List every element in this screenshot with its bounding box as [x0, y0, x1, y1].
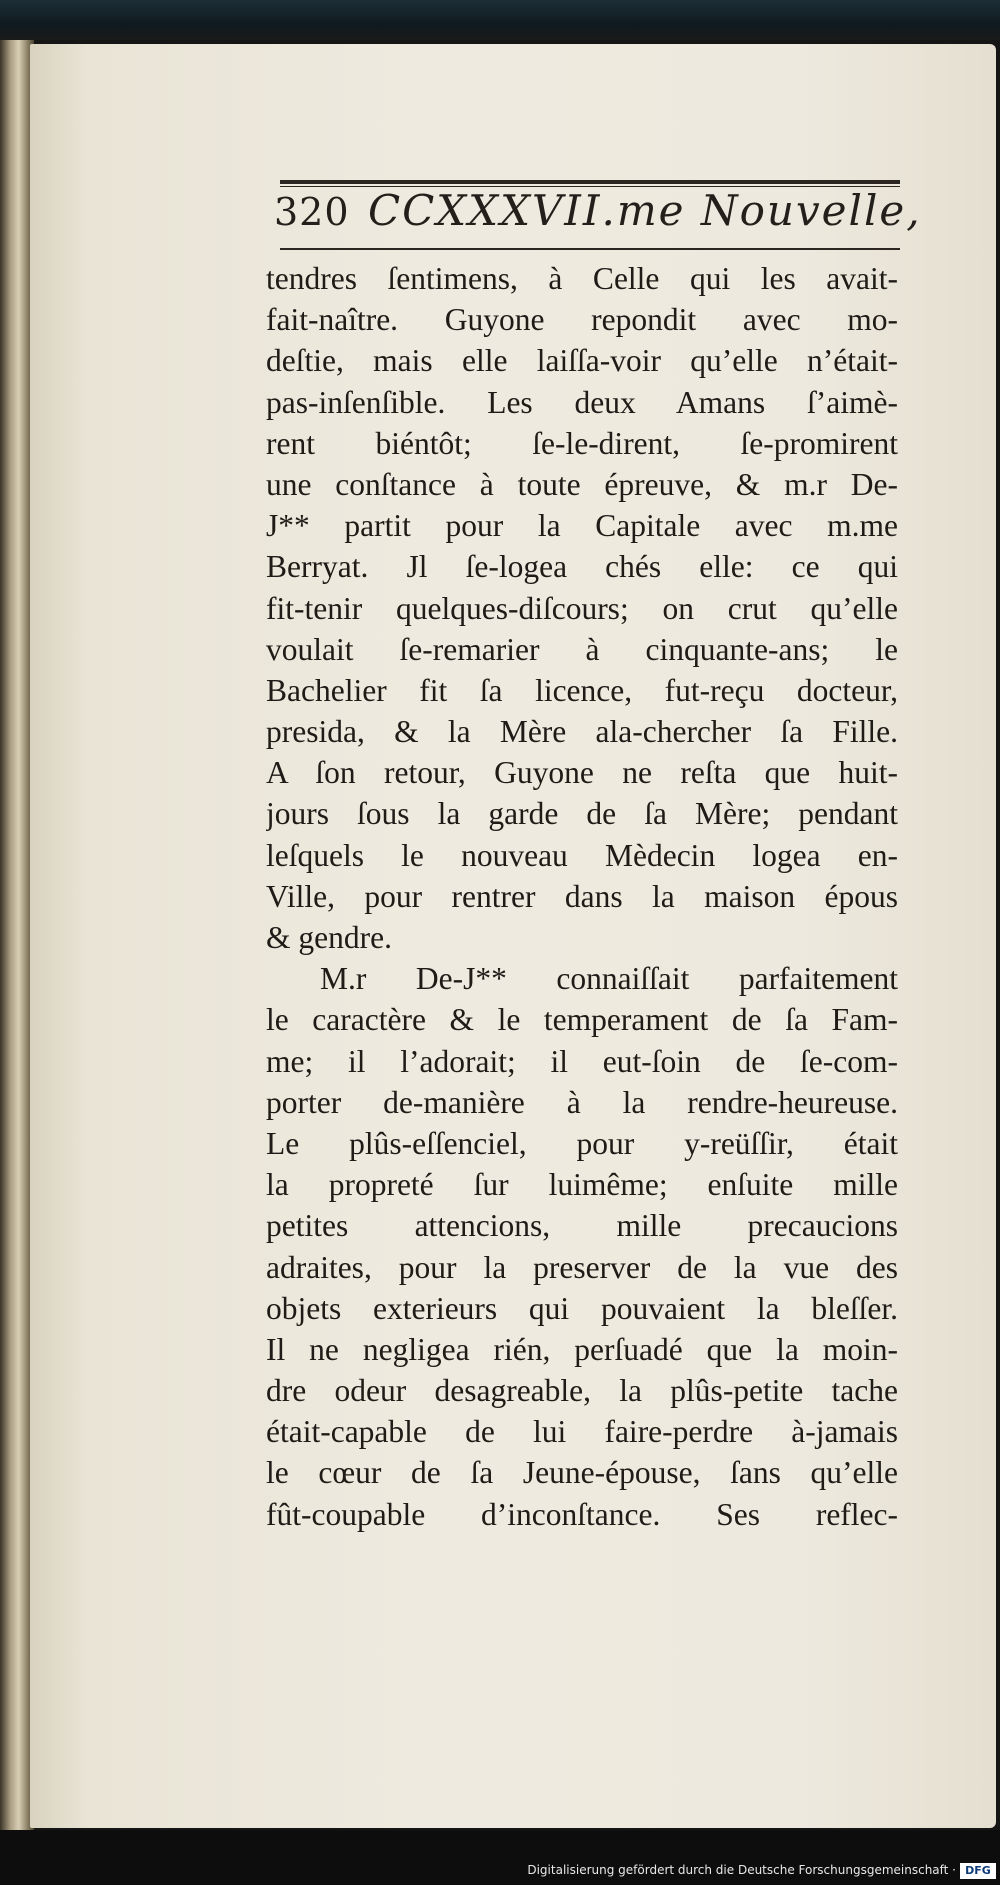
text-line: fût-coupable d’inconſtance. Ses reflec-	[266, 1496, 898, 1532]
text-line: M.r De-J** connaiſſait parfaitement	[320, 961, 898, 997]
text-line: Bachelier fit ſa licence, fut-reçu docteur,	[266, 672, 898, 708]
text-line: tendres ſentimens, à Celle qui les avait-	[266, 261, 898, 296]
text-line: Ville, pour rentrer dans la maison épous	[266, 878, 898, 914]
text-line: voulait ſe-remarier à cinquante-ans; le	[266, 631, 898, 667]
text-line: une conſtance à toute épreuve, & m.r De-	[266, 466, 898, 502]
header-rule-bottom	[280, 248, 900, 250]
text-line: le cœur de ſa Jeune-épouse, ſans qu’elle	[266, 1455, 898, 1491]
text-line: rent biéntôt; ſe-le-dirent, ſe-promirent	[266, 425, 898, 461]
page-header	[270, 186, 922, 246]
text-line: fit-tenir quelques-diſcours; on crut qu’elle	[266, 590, 898, 626]
text-line: A ſon retour, Guyone ne reſta que huit-	[266, 755, 898, 791]
book-edge	[0, 40, 34, 1830]
text-line: le caractère & le temperament de ſa Fam-	[266, 1002, 898, 1038]
dfg-logo: DFG	[960, 1863, 996, 1879]
scan-top-strip	[0, 0, 1000, 40]
text-line: Le plûs-eſſenciel, pour y-reüſſir, était	[266, 1125, 898, 1161]
digitization-credit: Digitalisierung gefördert durch die Deutsche Forschungsgemeinschaft ·	[527, 1863, 956, 1877]
text-line: adraites, pour la preserver de la vue des	[266, 1249, 898, 1285]
text-line: fait-naître. Guyone repondit avec mo-	[266, 302, 898, 338]
text-line: leſquels le nouveau Mèdecin logea en-	[266, 837, 898, 873]
text-line: jours ſous la garde de ſa Mère; pendant	[266, 796, 898, 832]
header-rule-top	[280, 180, 900, 184]
text-line: la propreté ſur luimême; enſuite mille	[266, 1167, 898, 1203]
text-line: Berryat. Jl ſe-logea chés elle: ce qui	[266, 549, 898, 585]
text-line: & gendre.	[266, 920, 392, 955]
text-line: porter de-manière à la rendre-heureuse.	[266, 1084, 898, 1120]
text-line: J** partit pour la Capitale avec m.me	[266, 508, 898, 544]
text-line: petites attencions, mille precaucions	[266, 1208, 898, 1244]
body-text	[266, 258, 898, 1535]
running-title: CCXXXVII.me Nouvelle,	[368, 186, 922, 235]
text-line: pas-inſenſible. Les deux Amans ſ’aimè-	[266, 384, 898, 420]
scan-footer	[0, 1830, 1000, 1885]
text-line: objets exterieurs qui pouvaient la bleſſer.	[266, 1290, 898, 1326]
text-line: me; il l’adorait; il eut-ſoin de ſe-com-	[266, 1043, 898, 1079]
text-line: était-capable de lui faire-perdre à-jamais	[266, 1414, 898, 1450]
text-line: Il ne negligea rién, perſuadé que la moin-	[266, 1331, 898, 1367]
page-number: 320	[274, 190, 350, 234]
text-line: deſtie, mais elle laiſſa-voir qu’elle n’était-	[266, 343, 898, 379]
text-line: presida, & la Mère ala-chercher ſa Fille.	[266, 714, 898, 750]
text-line: dre odeur desagreable, la plûs-petite tache	[266, 1373, 898, 1409]
